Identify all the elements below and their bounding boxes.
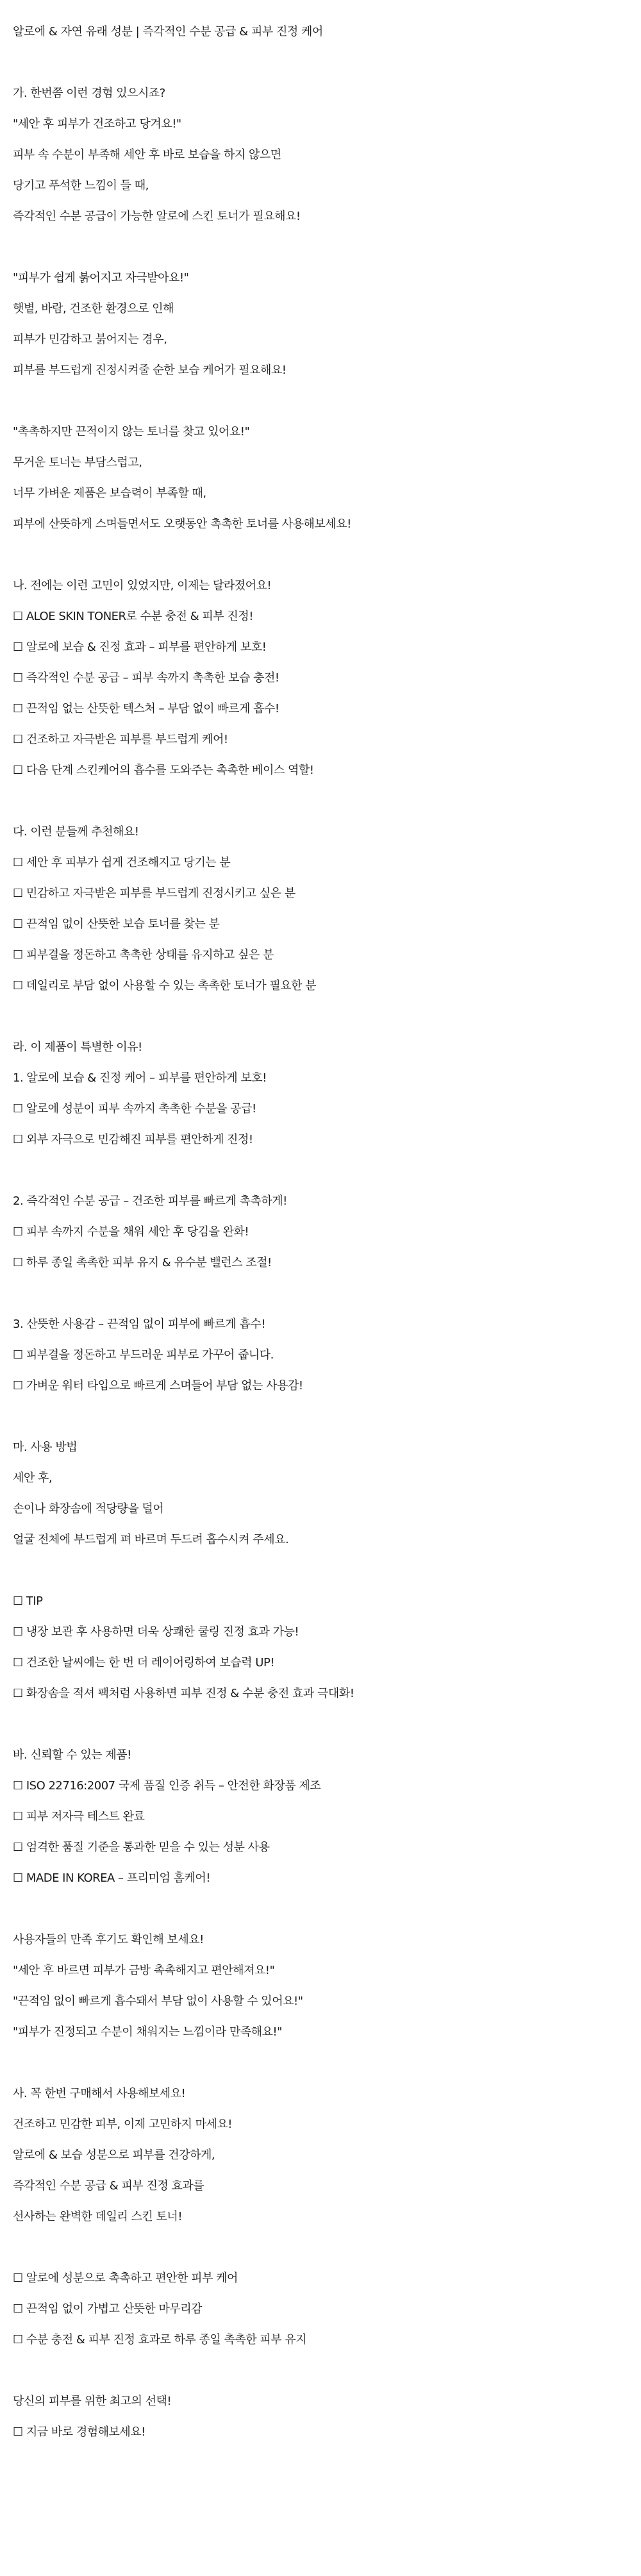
text-line: ☐ ISO 22716:2007 국제 품질 인증 취득 – 안전한 화장품 제조: [13, 1779, 321, 1793]
text-line: ☐ 세안 후 피부가 쉽게 건조해지고 당기는 분: [13, 856, 231, 869]
blank-line: [13, 2355, 641, 2386]
text-line: 라. 이 제품이 특별한 이유!: [13, 1041, 142, 1054]
blank-line: [13, 1155, 641, 1186]
blank-line: [13, 786, 641, 817]
text-line: ☐ 냉장 보관 후 사용하면 더욱 상쾌한 쿨링 진정 효과 가능!: [13, 1625, 299, 1639]
text-line: ☐ 끈적임 없이 산뜻한 보습 토너를 찾는 분: [13, 917, 220, 931]
text-line: 가. 한번쯤 이런 경험 있으시죠?: [13, 87, 165, 100]
text-line: 다. 이런 분들께 추천해요!: [13, 825, 139, 839]
text-line: "피부가 쉽게 붉어지고 자극받아요!": [13, 271, 189, 285]
blank-line: [13, 540, 641, 571]
blank-line: [13, 1709, 641, 1740]
blank-line: [13, 1401, 641, 1432]
text-line: 건조하고 민감한 피부, 이제 고민하지 마세요!: [13, 2118, 233, 2131]
text-line: 나. 전에는 이런 고민이 있었지만, 이제는 달라졌어요!: [13, 579, 272, 592]
text-line: 1. 알로에 보습 & 진정 케어 – 피부를 편안하게 보호!: [13, 1071, 267, 1085]
text-line: ☐ 피부 저자극 테스트 완료: [13, 1810, 145, 1823]
text-line: 즉각적인 수분 공급이 가능한 알로에 스킨 토너가 필요해요!: [13, 210, 301, 223]
text-line: ☐ ALOE SKIN TONER로 수분 충전 & 피부 진정!: [13, 610, 253, 623]
text-line: ☐ 끈적임 없는 산뜻한 텍스처 – 부담 없이 빠르게 흡수!: [13, 702, 279, 715]
text-line: "촉촉하지만 끈적이지 않는 토너를 찾고 있어요!": [13, 425, 250, 439]
text-line: ☐ 즉각적인 수분 공급 – 피부 속까지 촉촉한 보습 충전!: [13, 671, 279, 685]
blank-line: [13, 232, 641, 263]
text-line: 당기고 푸석한 느낌이 들 때,: [13, 179, 149, 192]
text-line: ☐ 피부결을 정돈하고 부드러운 피부로 가꾸어 줍니다.: [13, 1348, 274, 1362]
text-line: ☐ 알로에 성분으로 촉촉하고 편안한 피부 케어: [13, 2271, 238, 2285]
blank-line: [13, 2232, 641, 2263]
blank-line: [13, 2048, 641, 2078]
text-line: 즉각적인 수분 공급 & 피부 진정 효과를: [13, 2179, 204, 2193]
text-line: ☐ 피부 속까지 수분을 채워 세안 후 당김을 완화!: [13, 1225, 249, 1239]
text-line: 너무 가벼운 제품은 보습력이 부족할 때,: [13, 487, 206, 500]
text-line: ☐ 수분 충전 & 피부 진정 효과로 하루 종일 촉촉한 피부 유지: [13, 2333, 307, 2346]
text-line: ☐ 데일리로 부담 없이 사용할 수 있는 촉촉한 토너가 필요한 분: [13, 979, 317, 992]
blank-line: [13, 386, 641, 417]
text-line: ☐ TIP: [13, 1594, 43, 1608]
text-line: "끈적임 없이 빠르게 흡수돼서 부담 없이 사용할 수 있어요!": [13, 1995, 303, 2008]
blank-line: [13, 1001, 641, 1032]
text-line: ☐ 엄격한 품질 기준을 통과한 믿을 수 있는 성분 사용: [13, 1841, 270, 1854]
text-line: "피부가 진정되고 수분이 채워지는 느낌이라 만족해요!": [13, 2025, 282, 2039]
text-line: 바. 신뢰할 수 있는 제품!: [13, 1748, 131, 1762]
text-line: ☐ 민감하고 자극받은 피부를 부드럽게 진정시키고 싶은 분: [13, 887, 296, 900]
text-line: 알로에 & 보습 성분으로 피부를 건강하게,: [13, 2148, 215, 2162]
text-line: ☐ 가벼운 워터 타입으로 빠르게 스며들어 부담 없는 사용감!: [13, 1379, 303, 1393]
text-line: 피부 속 수분이 부족해 세안 후 바로 보습을 하지 않으면: [13, 148, 281, 162]
text-line: ☐ 건조한 날씨에는 한 번 더 레이어링하여 보습력 UP!: [13, 1656, 275, 1669]
text-line: ☐ 지금 바로 경험해보세요!: [13, 2425, 146, 2439]
blank-line: [13, 47, 641, 78]
text-line: ☐ 화장솜을 적셔 팩처럼 사용하면 피부 진정 & 수분 충전 효과 극대화!: [13, 1687, 354, 1700]
text-line: 무거운 토너는 부담스럽고,: [13, 456, 142, 469]
text-line: 사용자들의 만족 후기도 확인해 보세요!: [13, 1933, 204, 1946]
text-line: 피부가 민감하고 붉어지는 경우,: [13, 333, 167, 346]
text-line: ☐ MADE IN KOREA – 프리미엄 홈케어!: [13, 1871, 210, 1885]
text-line: ☐ 알로에 성분이 피부 속까지 촉촉한 수분을 공급!: [13, 1102, 256, 1116]
text-line: ☐ 다음 단계 스킨케어의 흡수를 도와주는 촉촉한 베이스 역할!: [13, 764, 314, 777]
text-line: ☐ 알로에 보습 & 진정 효과 – 피부를 편안하게 보호!: [13, 640, 267, 654]
text-line: ☐ 끈적임 없이 가볍고 산뜻한 마무리감: [13, 2302, 203, 2316]
text-line: 사. 꼭 한번 구매해서 사용해보세요!: [13, 2087, 186, 2100]
text-line: 당신의 피부를 위한 최고의 선택!: [13, 2395, 172, 2408]
text-line: ☐ 하루 종일 촉촉한 피부 유지 & 유수분 밸런스 조절!: [13, 1256, 272, 1269]
text-line: 피부를 부드럽게 진정시켜줄 순한 보습 케어가 필요해요!: [13, 364, 287, 377]
text-line: ☐ 피부결을 정돈하고 촉촉한 상태를 유지하고 싶은 분: [13, 948, 274, 962]
text-line: 피부에 산뜻하게 스며들면서도 오랫동안 촉촉한 토너를 사용해보세요!: [13, 517, 351, 531]
text-line: 3. 산뜻한 사용감 – 끈적임 없이 피부에 빠르게 흡수!: [13, 1317, 266, 1331]
blank-line: [13, 1278, 641, 1309]
text-line: 알로에 & 자연 유래 성분 | 즉각적인 수분 공급 & 피부 진정 케어: [13, 25, 323, 38]
text-line: "세안 후 피부가 건조하고 당겨요!": [13, 117, 181, 131]
text-line: ☐ 외부 자극으로 민감해진 피부를 편안하게 진정!: [13, 1133, 253, 1146]
text-line: 2. 즉각적인 수분 공급 – 건조한 피부를 빠르게 촉촉하게!: [13, 1194, 287, 1208]
text-line: 세안 후,: [13, 1471, 53, 1485]
text-line: 손이나 화장솜에 적당량을 덜어: [13, 1502, 164, 1516]
text-line: 마. 사용 방법: [13, 1441, 78, 1454]
text-line: 햇볕, 바람, 건조한 환경으로 인해: [13, 302, 174, 315]
blank-line: [13, 1894, 641, 1925]
text-line: 선사하는 완벽한 데일리 스킨 토너!: [13, 2210, 183, 2223]
text-line: "세안 후 바르면 피부가 금방 촉촉해지고 편안해져요!": [13, 1964, 275, 1977]
blank-line: [13, 1555, 641, 1586]
text-line: 얼굴 전체에 부드럽게 펴 바르며 두드려 흡수시켜 주세요.: [13, 1533, 289, 1546]
text-line: ☐ 건조하고 자극받은 피부를 부드럽게 케어!: [13, 733, 228, 746]
